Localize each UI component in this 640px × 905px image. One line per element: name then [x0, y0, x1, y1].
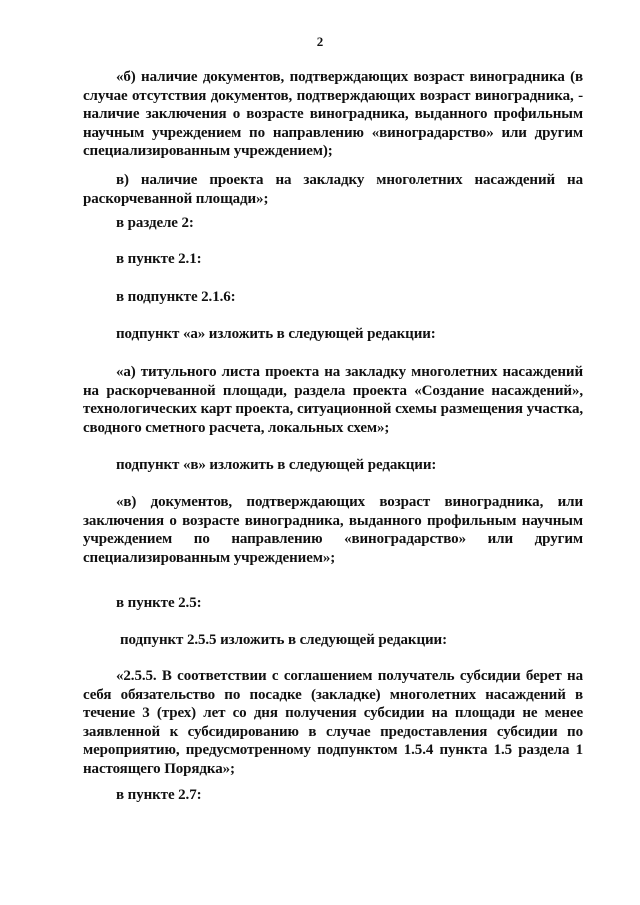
paragraph-point-2-1: в пункте 2.1:: [116, 251, 202, 267]
paragraph-point-2-7: в пункте 2.7:: [116, 787, 202, 803]
paragraph-v-project: в) наличие проекта на закладку многолетних насаждений на раскорчеванной площади»;: [83, 172, 583, 207]
paragraph-point-2-5: в пункте 2.5:: [116, 595, 202, 611]
paragraph-subpoint-a-heading: подпункт «а» изложить в следующей редакции:: [116, 326, 436, 342]
paragraph-subpoint-v-heading: подпункт «в» изложить в следующей редакции:: [116, 457, 437, 473]
paragraph-section-2: в разделе 2:: [116, 215, 194, 231]
paragraph-subpoint-2-5-5-heading: подпункт 2.5.5 изложить в следующей редакции:: [120, 632, 447, 648]
paragraph-b-documents: «б) наличие документов, подтверждающих возраст виноградника (в случае отсутствия документов, подтверждающих возраст виноградника, - наличие заключения о возрасте виноградника, выданного профильным научным учреждением по направлению «виноградарство» или другим специализированным учреждением);: [83, 69, 583, 160]
paragraph-v-documents: «в) документов, подтверждающих возраст виноградника, или заключения о возрасте виноградника, выданного профильным научным учреждением по направлению «виноградарство» или другим специализированным учреждением»;: [83, 494, 583, 566]
paragraph-a-title-sheet: «а) титульного листа проекта на закладку многолетних насаждений на раскорчеванной площади, раздела проекта «Создание насаждений», технологических карт проекта, ситуационной схемы размещения участка, сводного сметного расчета, локальных схем»;: [83, 364, 583, 436]
page-number: 2: [316, 34, 324, 49]
paragraph-2-5-5-text: «2.5.5. В соответствии с соглашением получатель субсидии берет на себя обязательство по посадке (закладке) многолетних насаждений в течение 3 (трех) лет со дня получения субсидии на площади не менее заявленной к субсидированию в случае предоставления субсидии по мероприятию, предусмотренному подпунктом 1.5.4 пункта 1.5 раздела 1 настоящего Порядка»;: [83, 668, 583, 777]
paragraph-subpoint-2-1-6: в подпункте 2.1.6:: [116, 289, 236, 305]
